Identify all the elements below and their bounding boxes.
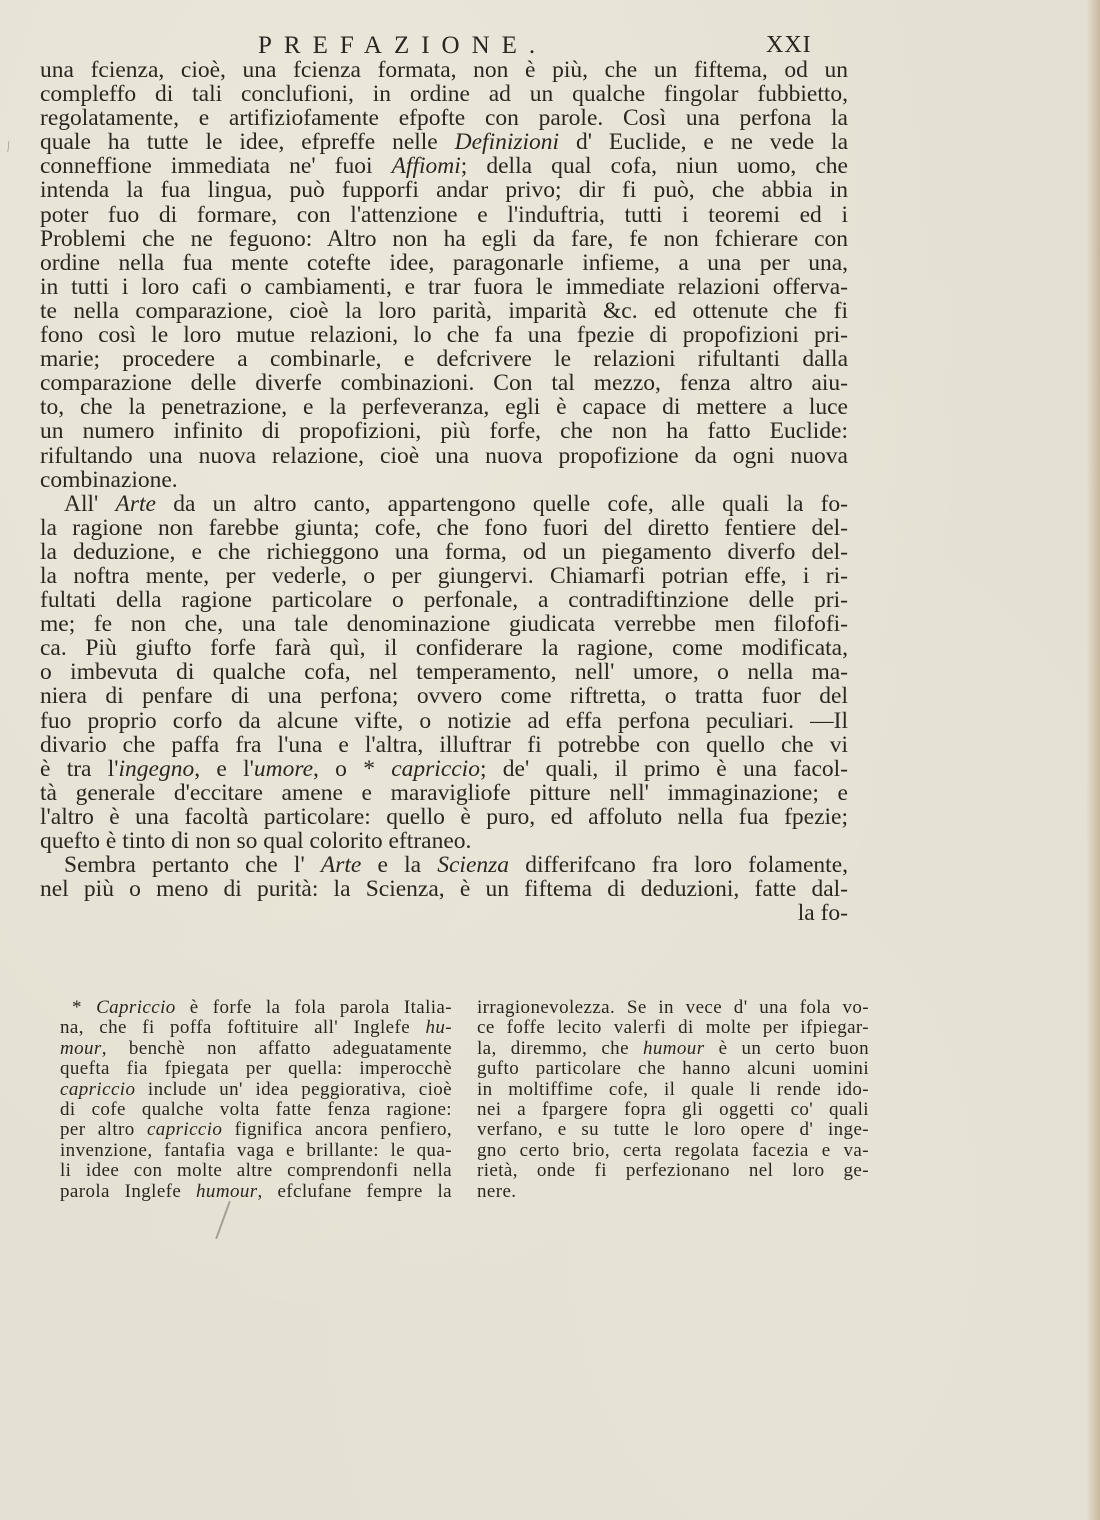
text-line: [40, 492, 848, 516]
footnote-line: [477, 1018, 869, 1038]
text-run: fono così le loro mutue relazioni, lo che fa una fpezie di propofizioni pri-: [40, 322, 848, 349]
text-run: di cofe qualche volta fatte fenza ragione:: [60, 1098, 452, 1120]
text-line: [40, 178, 848, 202]
footnote-line: [60, 1141, 452, 1161]
italic-term: hu-: [425, 1017, 452, 1039]
text-line: [40, 829, 848, 853]
text-run: nel più o meno di purità: la Scienza, è un fiftema di deduzioni, fatte dal-: [40, 876, 848, 903]
text-run: , efclufane fempre la: [257, 1180, 452, 1202]
text-line: [40, 684, 848, 708]
text-run: fuo proprio corfo da alcune vifte, o notizie ad effa perfona peculiari. —Il: [40, 707, 848, 734]
text-run: , e l': [194, 755, 254, 782]
text-run: è tra l': [40, 755, 119, 782]
italic-term: ingegno: [118, 755, 195, 782]
footnote-line: [477, 1161, 869, 1181]
text-line: [40, 130, 848, 154]
text-run: un numero infinito di propofizioni, più forfe, che non ha fatto Euclide:: [40, 418, 848, 445]
pencil-stroke-mark: [215, 1201, 231, 1239]
text-run: nei a fpargere fopra gli oggetti co' quali: [477, 1098, 869, 1120]
text-run: la noftra mente, per vederle, o per giungervi. Chiamarfi potrian effe, i ri-: [40, 562, 848, 589]
footnote-line: [60, 1018, 452, 1038]
italic-term: Definizioni: [454, 129, 560, 156]
footnote-line: [477, 1182, 869, 1202]
italic-term: Affiomi: [391, 153, 461, 180]
footnote-line: [477, 1039, 869, 1059]
footnote-column-right: [477, 998, 869, 1202]
text-line: [40, 444, 848, 468]
text-run: è un certo buon: [704, 1037, 869, 1059]
italic-term: Scienza: [437, 852, 510, 879]
text-run: rietà, onde fi perfezionano nel loro ge-: [477, 1160, 869, 1182]
text-run: la fo-: [797, 900, 848, 927]
text-line: [40, 660, 848, 684]
text-line: [40, 588, 848, 612]
text-run: in tutti i loro cafi o cambiamenti, e trar fuora le immediate relazioni offerva-: [40, 273, 848, 300]
text-run: invenzione, fantafia vaga e brillante: le qua-: [60, 1139, 452, 1161]
italic-term: humour: [642, 1037, 705, 1059]
text-run: include un' idea peggiorativa, cioè: [135, 1078, 452, 1100]
page-edge-stain: [1086, 0, 1100, 1520]
italic-term: umore: [253, 755, 314, 782]
text-run: gufto particolare che hanno alcuni uomini: [477, 1058, 869, 1080]
text-line: [40, 805, 848, 829]
text-run: parola Inglefe: [60, 1180, 197, 1202]
footnote-line: [60, 1080, 452, 1100]
italic-term: Capriccio: [96, 997, 176, 1018]
footnote-line: [477, 1120, 869, 1140]
text-run: All': [64, 490, 116, 517]
footnote-line: [60, 1039, 452, 1059]
text-run: rifultando una nuova relazione, cioè una nuova propofizione da ogni nuova: [40, 442, 848, 469]
text-line: [40, 106, 848, 130]
text-line: [40, 901, 848, 925]
text-line: [40, 757, 848, 781]
italic-term: humour: [196, 1180, 258, 1202]
footnote-line: [60, 998, 452, 1018]
text-line: [40, 612, 848, 636]
text-line: [40, 275, 848, 299]
text-run: fignifica ancora penfiero,: [222, 1119, 452, 1141]
text-run: la ragione non farebbe giunta; cofe, che fono fuori del diretto fentiere del-: [40, 514, 848, 541]
text-run: combinazione.: [40, 466, 178, 493]
text-run: in moltiffime cofe, il quale li rende ido-: [477, 1078, 869, 1100]
italic-term: Arte: [320, 852, 362, 879]
italic-term: capriccio: [146, 1119, 223, 1141]
text-line: [40, 853, 848, 877]
footnote-column-left: [60, 998, 452, 1202]
text-line: [40, 227, 848, 251]
running-head-title: PREFAZIONE.: [258, 32, 548, 59]
text-line: [40, 154, 848, 178]
text-line: [40, 347, 848, 371]
text-run: l'altro è una facoltà particolare: quello è puro, ed affoluto nella fua fpezie;: [40, 803, 848, 830]
text-run: ordine nella fua mente cotefte idee, paragonarle infieme, a una per una,: [40, 249, 848, 276]
footnote-line: [477, 1141, 869, 1161]
footnote-line: [477, 1059, 869, 1079]
text-run: to, che la penetrazione, e la perfeveranza, egli è capace di mettere a luce: [40, 394, 848, 421]
text-run: comparazione delle diverfe combinazioni. Con tal mezzo, fenza altro aiu-: [40, 370, 848, 397]
italic-term: mour: [60, 1037, 102, 1059]
footnote-line: [60, 1120, 452, 1140]
text-run: intenda la fua lingua, può fupporfi andar privo; dir fi può, che abbia in: [40, 177, 848, 204]
text-run: niera di penfare di una perfona; ovvero come riftretta, o tratta fuor del: [40, 683, 848, 710]
page-number: XXI: [766, 32, 812, 58]
text-run: te nella comparazione, cioè la loro parità, imparità &c. ed ottenute che fi: [40, 297, 848, 324]
text-run: verfano, e su tutte le loro opere d' inge-: [477, 1119, 869, 1141]
text-run: per altro: [60, 1119, 147, 1141]
text-line: [40, 82, 848, 106]
footnote-line: [477, 1100, 869, 1120]
text-run: me; fe non che, una tale denominazione giudicata verrebbe men filofofi-: [40, 611, 848, 638]
italic-term: Arte: [115, 490, 156, 517]
text-run: conneffione immediata ne' fuoi: [40, 153, 392, 180]
text-run: divario che paffa fra l'una e l'altra, illuftrar fi potrebbe con quello che vi: [40, 731, 848, 758]
text-run: poter fuo di formare, con l'attenzione e l'induftria, tutti i teoremi ed i: [40, 201, 848, 228]
text-run: la, diremmo, che: [477, 1037, 643, 1059]
footnote-line: [477, 1080, 869, 1100]
text-line: [40, 781, 848, 805]
text-line: [40, 419, 848, 443]
text-run: irragionevolezza. Se in vece d' una fola vo-: [477, 997, 869, 1018]
text-run: , benchè non affatto adeguatamente: [101, 1037, 452, 1059]
text-run: o imbevuta di qualche cofa, nel temperamento, nell' umore, o nella ma-: [40, 659, 848, 686]
footnote-line: [60, 1100, 452, 1120]
text-run: *: [72, 997, 97, 1018]
text-line: [40, 323, 848, 347]
text-line: [40, 540, 848, 564]
footnote-line: [60, 1182, 452, 1202]
text-run: d' Euclide, e ne vede la: [559, 129, 848, 156]
text-run: tà generale d'eccitare amene e maravigliofe pitture nell' immaginazione; e: [40, 779, 848, 806]
text-run: una fcienza, cioè, una fcienza formata, non è più, che un fiftema, od un: [40, 57, 848, 83]
text-line: [40, 203, 848, 227]
text-run: quefto è tinto di non so qual colorito eftraneo.: [40, 828, 472, 854]
text-run: compleffo di tali conclufioni, in ordine ad un qualche fingolar fubbietto,: [40, 81, 848, 108]
text-run: differifcano fra loro folamente,: [509, 852, 848, 879]
text-run: da un altro canto, appartengono quelle cofe, alle quali la fo-: [155, 490, 849, 517]
italic-term: capriccio: [391, 755, 480, 782]
footnote-line: [60, 1161, 452, 1181]
margin-pencil-mark: ⁄: [4, 140, 14, 155]
text-run: na, che fi poffa foftituire all' Inglefe: [60, 1017, 426, 1039]
text-run: gno certo brio, certa regolata facezia e va-: [477, 1139, 869, 1161]
text-line: [40, 733, 848, 757]
text-run: , o *: [313, 755, 392, 782]
text-run: e la: [361, 852, 438, 879]
text-run: Sembra pertanto che l': [64, 852, 321, 879]
text-run: quefta fia fpiegata per quella: imperocchè: [60, 1058, 452, 1080]
text-line: [40, 877, 848, 901]
text-line: [40, 564, 848, 588]
text-line: [40, 251, 848, 275]
text-run: ; de' quali, il primo è una facol-: [479, 755, 848, 782]
text-run: è forfe la fola parola Italia-: [175, 997, 452, 1018]
text-run: la deduzione, e che richieggono una forma, od un piegamento diverfo del-: [40, 538, 848, 565]
text-line: [40, 516, 848, 540]
text-run: Problemi che ne feguono: Altro non ha egli da fare, fe non fchierare con: [40, 225, 848, 252]
text-run: ce foffe lecito valerfi di molte per ifpiegar-: [477, 1017, 869, 1039]
text-run: li idee con molte altre comprendonfi nella: [60, 1160, 452, 1182]
text-line: [40, 58, 848, 82]
text-run: regolatamente, e artifiziofamente efpofte con parole. Così una perfona la: [40, 105, 848, 132]
text-run: fultati della ragione particolare o perfonale, a contradiftinzione delle pri-: [40, 587, 848, 614]
text-line: [40, 636, 848, 660]
text-run: ; della qual cofa, niun uomo, che: [460, 153, 848, 180]
text-line: [40, 468, 848, 492]
main-text-block: [40, 58, 848, 925]
footnote-line: [477, 998, 869, 1018]
text-run: nere.: [477, 1180, 517, 1202]
italic-term: capriccio: [60, 1078, 136, 1100]
text-line: [40, 371, 848, 395]
text-line: [40, 709, 848, 733]
text-run: ca. Più giufto forfe farà quì, il confiderare la ragione, come modificata,: [40, 635, 848, 662]
text-line: [40, 395, 848, 419]
footnote-line: [60, 1059, 452, 1079]
text-run: quale ha tutte le idee, efpreffe nelle: [40, 129, 455, 156]
text-run: marie; procedere a combinarle, e defcrivere le relazioni rifultanti dalla: [40, 346, 848, 373]
text-line: [40, 299, 848, 323]
